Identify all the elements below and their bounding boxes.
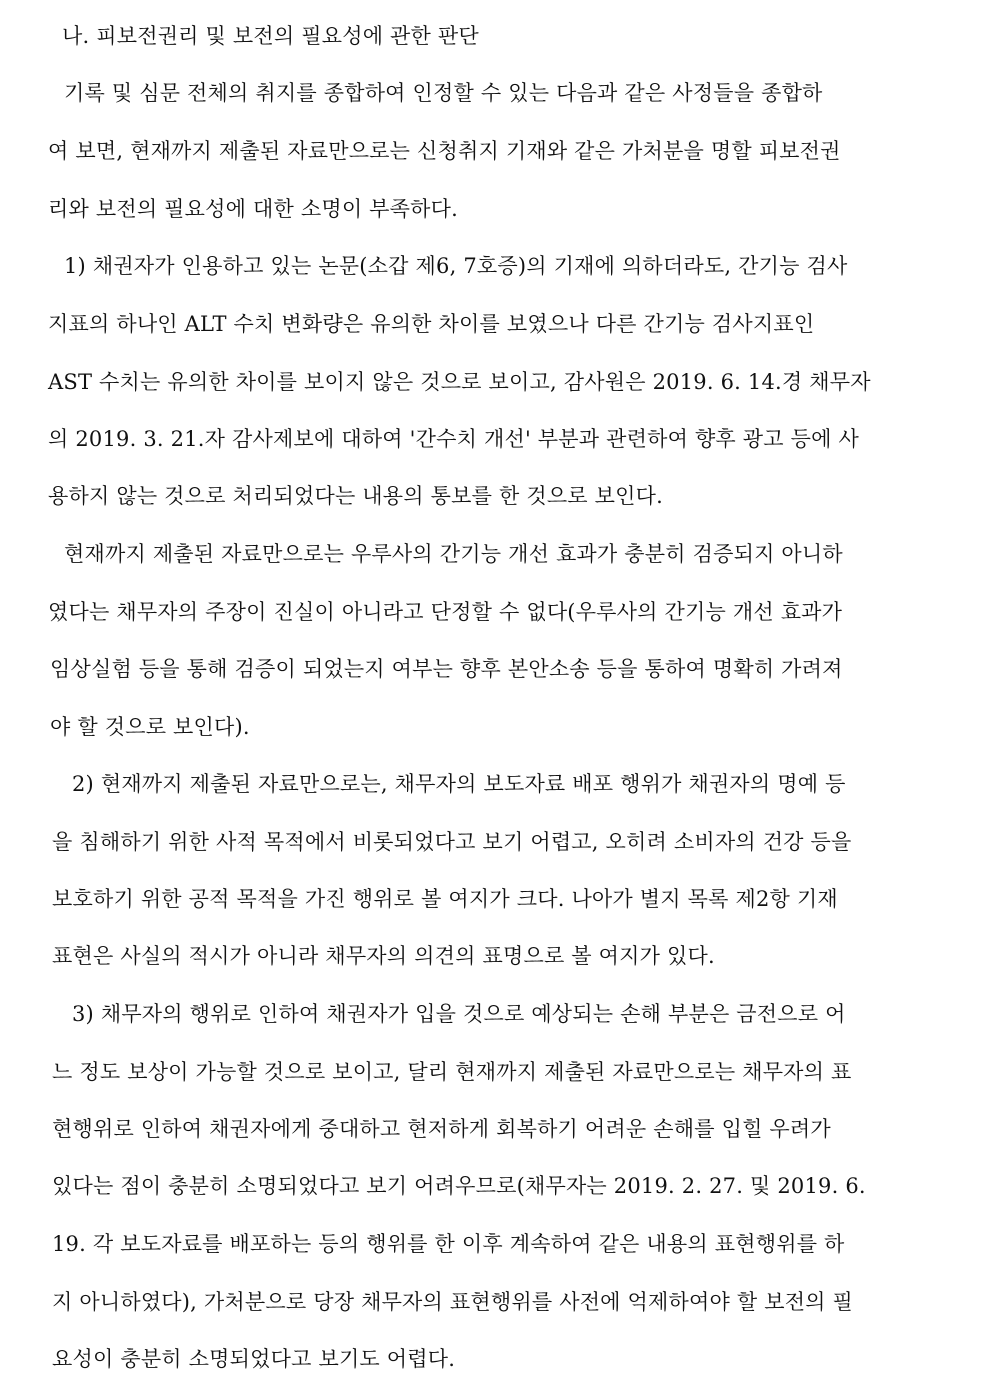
paragraph-line: AST 수치는 유의한 차이를 보이지 않은 것으로 보이고, 감사원은 2019. 6. 14.경 채무자	[48, 370, 871, 394]
paragraph-line: 19. 각 보도자료를 배포하는 등의 행위를 한 이후 계속하여 같은 내용의 표현행위를 하	[52, 1232, 845, 1256]
paragraph-line: 의 2019. 3. 21.자 감사제보에 대하여 '간수치 개선' 부분과 관련하여 향후 광고 등에 사	[48, 427, 859, 451]
paragraph-line: 임상실험 등을 통해 검증이 되었는지 여부는 향후 본안소송 등을 통하여 명확히 가려져	[50, 657, 843, 681]
paragraph-line: 야 할 것으로 보인다).	[50, 715, 250, 739]
paragraph-line: 지 아니하였다), 가처분으로 당장 채무자의 표현행위를 사전에 억제하여야 할 보전의 필	[52, 1290, 854, 1314]
paragraph-line: 느 정도 보상이 가능할 것으로 보이고, 달리 현재까지 제출된 자료만으로는 채무자의 표	[52, 1060, 852, 1084]
paragraph-line: 표현은 사실의 적시가 아니라 채무자의 의견의 표명으로 볼 여지가 있다.	[52, 944, 715, 968]
paragraph-line: 2) 현재까지 제출된 자료만으로는, 채무자의 보도자료 배포 행위가 채권자의 명예 등	[72, 772, 846, 796]
paragraph-line: 보호하기 위한 공적 목적을 가진 행위로 볼 여지가 크다. 나아가 별지 목록 제2항 기재	[52, 887, 838, 911]
paragraph-line: 1) 채권자가 인용하고 있는 논문(소갑 제6, 7호증)의 기재에 의하더라도, 간기능 검사	[64, 254, 848, 278]
paragraph-line: 3) 채무자의 행위로 인하여 채권자가 입을 것으로 예상되는 손해 부분은 금전으로 어	[72, 1002, 846, 1026]
paragraph-line: 을 침해하기 위한 사적 목적에서 비롯되었다고 보기 어렵고, 오히려 소비자의 건강 등을	[52, 830, 852, 854]
paragraph-line: 요성이 충분히 소명되었다고 보기도 어렵다.	[52, 1347, 456, 1371]
paragraph-line: 기록 및 심문 전체의 취지를 종합하여 인정할 수 있는 다음과 같은 사정들을 종합하	[64, 81, 823, 105]
section-heading: 나. 피보전권리 및 보전의 필요성에 관한 판단	[62, 24, 479, 48]
paragraph-line: 현재까지 제출된 자료만으로는 우루사의 간기능 개선 효과가 충분히 검증되지 아니하	[64, 542, 843, 566]
paragraph-line: 지표의 하나인 ALT 수치 변화량은 유의한 차이를 보였으나 다른 간기능 검사지표인	[48, 312, 815, 336]
paragraph-line: 리와 보전의 필요성에 대한 소명이 부족하다.	[48, 197, 458, 221]
paragraph-line: 용하지 않는 것으로 처리되었다는 내용의 통보를 한 것으로 보인다.	[48, 484, 663, 508]
paragraph-line: 현행위로 인하여 채권자에게 중대하고 현저하게 회복하기 어려운 손해를 입힐 우려가	[52, 1117, 831, 1141]
paragraph-line: 있다는 점이 충분히 소명되었다고 보기 어려우므로(채무자는 2019. 2. 27. 및 2019. 6.	[52, 1174, 866, 1198]
paragraph-line: 여 보면, 현재까지 제출된 자료만으로는 신청취지 기재와 같은 가처분을 명할 피보전권	[48, 139, 841, 163]
paragraph-line: 였다는 채무자의 주장이 진실이 아니라고 단정할 수 없다(우루사의 간기능 개선 효과가	[48, 600, 843, 624]
